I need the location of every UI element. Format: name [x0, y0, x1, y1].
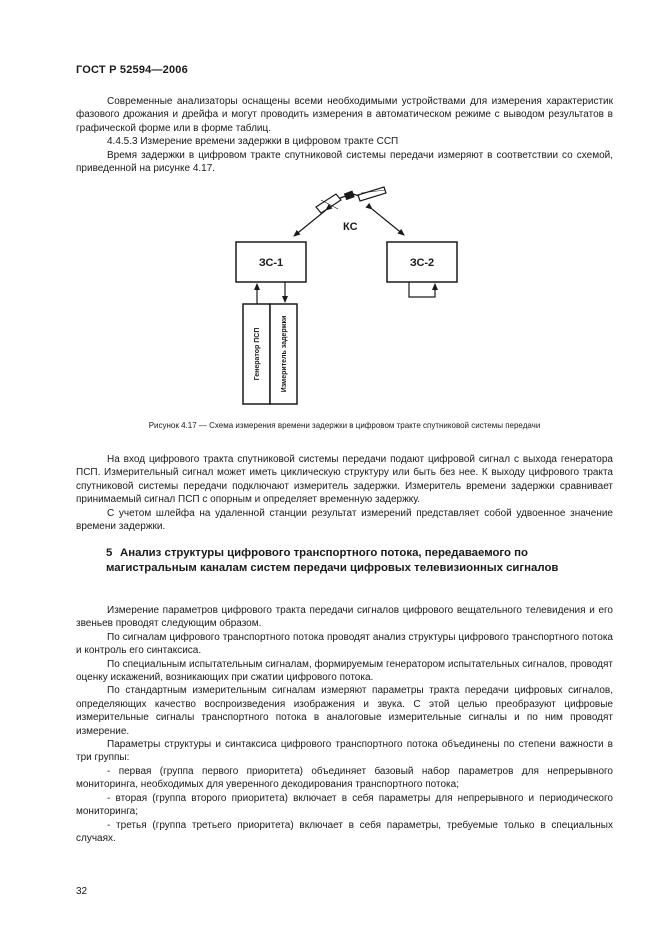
list-item: - первая (группа первого приоритета) объединяет базовый набор параметров для непрерывного мониторинга, необходимых для уверенного декодирования транспортного потока;: [76, 765, 613, 791]
loopback-arrow: [409, 282, 435, 297]
body-paragraph: По сигналам цифрового транспортного потока проводят анализ структуры цифрового транспортного потока и контроль его синтаксиса.: [76, 631, 613, 657]
figure-caption: Рисунок 4.17 — Схема измерения времени задержки в цифровом тракте спутниковой системы передачи: [148, 421, 541, 430]
list-item: - третья (группа третьего приоритета) включает в себя параметры, требуемые только в специальных случаях.: [76, 819, 613, 844]
section-heading: [106, 546, 606, 576]
section-title: Анализ структуры цифрового транспортного потока, передаваемого по магистральным каналам систем передачи цифровых телевизионных сигналов: [106, 547, 559, 574]
list-item: - вторая (группа второго приоритета) включает в себя параметры для непрерывного и периодического мониторинга;: [76, 792, 613, 818]
section-body: [76, 604, 613, 845]
body-paragraph: По стандартным измерительным сигналам измеряют параметры тракта передачи цифровых сигналов, определяющих качество воспроизведения изображения и звука. С этой целью преобразуют цифровые измерительные сигналы транспортного потока в аналоговые измерительные сигналы и по ним проводят измерение.: [76, 685, 613, 737]
body-paragraph: Измерение параметров цифрового тракта передачи сигналов цифрового вещательного телевидения и его звеньев проводят следующим образом.: [76, 605, 613, 630]
figure-explanation: [76, 453, 613, 533]
body-paragraph: По специальным испытательным сигналам, формируемым генератором испытательных сигналов, проводят оценку искажений, возникающих при сжатии цифрового потока.: [76, 658, 613, 684]
body-paragraph: С учетом шлейфа на удаленной станции результат измерений представляет собой удвоенное значение времени задержки.: [76, 507, 613, 533]
satellite-icon: [316, 187, 386, 213]
intro-text: [76, 95, 613, 175]
station-1-label: ЗС-1: [258, 257, 284, 269]
delay-measurement-diagram: [0, 180, 661, 416]
intro-paragraph: Время задержки в цифровом тракте спутниковой системы передачи измеряют в соответствии со схемой, приведенной на рисунке 4.17.: [76, 149, 613, 175]
uplink-arrow: [294, 210, 326, 236]
station-2-label: ЗС-2: [409, 257, 435, 269]
document-header: ГОСТ Р 52594—2006: [76, 64, 188, 76]
subsection-heading: 4.4.5.3 Измерение времени задержки в цифровом тракте ССП: [107, 136, 399, 148]
satellite-label: КС: [343, 221, 358, 233]
generator-label: Генератор ПСП: [254, 327, 261, 381]
delay-meter-label: Измеритель задержки: [281, 315, 288, 393]
intro-paragraph: Современные анализаторы оснащены всеми необходимыми устройствами для измерения характеристик фазового дрожания и дрейфа и могут проводить измерения в автоматическом режиме с выводом результатов в графической форме или в форме таблиц.: [76, 96, 613, 134]
page-number: 32: [76, 886, 88, 897]
section-number: 5: [106, 547, 113, 559]
body-paragraph: На вход цифрового тракта спутниковой системы передачи подают цифровой сигнал с выхода генератора ПСП. Измерительный сигнал может иметь циклическую структуру или быть без нее. К выходу цифрового тракта спутниковой системы передачи подключают измеритель задержки. Измеритель времени задержки сравнивает принимаемый сигнал ПСП с опорным и определяет временную задержку.: [76, 454, 613, 506]
body-paragraph: Параметры структуры и синтаксиса цифрового транспортного потока объединены по степени важности в три группы:: [76, 739, 613, 764]
downlink-arrow: [372, 209, 404, 235]
